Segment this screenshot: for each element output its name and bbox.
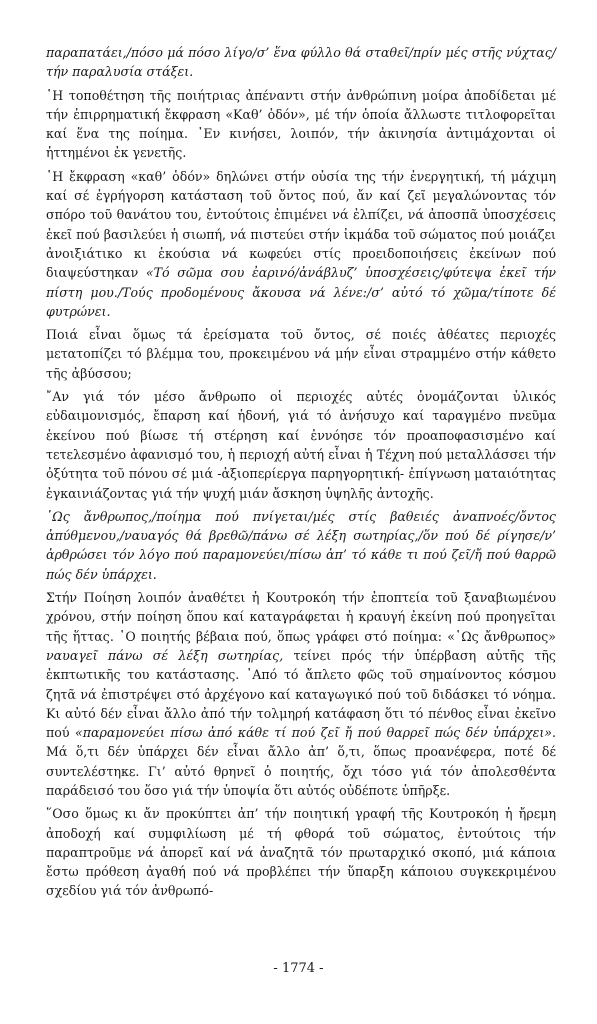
text-run: Μά ὅ,τι δέν ὑπάρχει δέν εἶναι ἄλλο ἀπ’ ὅ,τι, ὅπως προανέφερα, ποτέ δέ συντελέστηκε. Γι’ αὐτό θρηνεῖ ὁ ποιητής, ὄχι τόσο γιά τόν ἀπολεσθέντα παράδεισό του ὅσο γιά τήν ὑποψία ὅτι αὐτός οὐδέποτε ὑπῆρξε. bbox=[46, 744, 556, 798]
body-text bbox=[46, 43, 556, 905]
paragraph bbox=[46, 43, 556, 82]
text-run: τείνει πρός τήν ὑπέρβαση αὐτῆς τῆς ἐκπτωτικῆς του κατάστασης. ᾿Από τό ἄπλετο φῶς τοῦ σημαίνοντος κόσμου ζητᾶ νά ἐπιστρέψει στό ἀρχέγονο καί καταγωγικό πού τοῦ διδάσκει τό νόημα. Κι αὐτό δέν εἶναι ἄλλο ἀπό τήν τολμηρή κατάφαση ὅτι τό πένθος εἶναι ἐκεῖνο πού bbox=[46, 647, 556, 741]
paragraph bbox=[46, 588, 556, 800]
paragraph bbox=[46, 507, 556, 584]
text-run: Ποιά εἶναι ὅμως τά ἐρείσματα τοῦ ὄντος, σέ ποιές ἀθέατες περιοχές μετατοπίζει τό βλέμμα του, προκειμένου νά μήν εἶναι στραμμένο στήν κάθετο τῆς ἀβύσσου; bbox=[46, 327, 556, 381]
text-run: Στήν Ποίηση λοιπόν ἀναθέτει ἡ Κουτροκόη τήν ἐποπτεία τοῦ ξαναβιωμένου χρόνου, στήν ποίηση ὅπου καί καταγράφεται ἡ κραυγή ἐκείνη πού προηγεῖται τῆς ἥττας. ῾Ο ποιητής βέβαια πού, ὅπως γράφει στό ποίημα: «῾Ως ἄνθρωπος» bbox=[46, 590, 556, 644]
italic-quote: παραπατάει,/πόσο μά πόσο λίγο/σ’ ἕνα φύλλο θά σταθεῖ/πρίν μές στῆς νύχτας/τήν παραλυσία στάξει. bbox=[46, 45, 556, 80]
italic-quote: ναυαγεῖ πάνω σέ λέξη σωτηρίας, bbox=[46, 647, 284, 663]
paragraph bbox=[46, 387, 556, 503]
paragraph bbox=[46, 86, 556, 163]
paragraph bbox=[46, 167, 556, 321]
text-run: ῾Η ἔκφραση «καθ’ ὁδόν» δηλώνει στήν οὐσία της τήν ἐνεργητική, τή μάχιμη καί σέ ἐγρήγορση κατάσταση τοῦ ὄντος πού, ἄν καί ζεῖ μεγαλώνοντας τόν σπόρο τοῦ θανάτου του, ἐντούτοις ἐπιμένει νά ἐλπίζει, νά ἀποσπᾶ ὑποσχέσεις ἐκεῖ πού βασιλεύει ἡ σιωπή, νά πιστεύει στήν ἰκμάδα τοῦ σώματος πού μοιάζει ἀνοιξιάτικο κι ἑκούσια νά κωφεύει στίς προειδοποιήσεις ἐκείνων πού διαψεύστηκαν bbox=[46, 168, 556, 281]
page-number: - 1774 - bbox=[273, 961, 324, 976]
paragraph bbox=[46, 804, 556, 900]
italic-quote: ῾Ως ἄνθρωπος,/ποίημα πού πνίγεται/μές στίς βαθειές ἀναπνοές/ὄντος ἀπύθμενου,/ναυαγός θά βρεθῶ/πάνω σέ λέξη σωτηρίας,/ὅν πού δέ ρίγησε/ν’ ἀρθρώσει τόν λόγο πού παραμονεύει/πίσω ἀπ’ τό κάθε τι πού ζεῖ/ἤ πού θαρρῶ πώς δέν ὑπάρχει. bbox=[46, 508, 556, 582]
text-run: ῎Αν γιά τόν μέσο ἄνθρωπο οἱ περιοχές αὐτές ὀνομάζονται ὑλικός εὐδαιμονισμός, ἔπαρση καί ἡδονή, γιά τό ἀνήσυχο καί ταραγμένο πνεῦμα ἐκείνου πού βίωσε τή στέρηση καί ἐννόησε τόν προαποφασισμένο καί τετελεσμένο ἀφανισμό του, ἡ περιοχή αὐτή εἶναι ἡ Τέχνη πού μεταλλάσσει τήν ὀξύτητα τοῦ πόνου σέ μιά -ἀξιοπερίεργα παρηγορητική- ἐπίγνωση ματαιότητας ἐγκαινιάζοντας γιά τήν ψυχή μιάν ἄσκηση ὑψηλῆς ἀντοχῆς. bbox=[46, 389, 556, 501]
italic-quote: «Τό σῶμα σου ἐαρινό/ἀνάβλυζ’ ὑποσχέσεις/φύτεψα ἐκεῖ τήν πίστη μου./Τούς προδομένους ἄκουσα νά λένε:/σ’ αὐτό τό χῶμα/τίποτε δέ φυτρώνει. bbox=[46, 265, 556, 319]
text-run: ῾Η τοποθέτηση τῆς ποιήτριας ἀπέναντι στήν ἀνθρώπινη μοίρα ἀποδίδεται μέ τήν ἐπιρρηματική ἔκφραση «Καθ’ ὁδόν», μέ τήν ὁποία ἄλλωστε τιτλοφορεῖται καί ἕνα της ποίημα. ᾿Εν κινήσει, λοιπόν, τήν ἀκινησία ἀντιμάχονται οἱ ἡττημένοι ἐκ γενετῆς. bbox=[46, 87, 556, 161]
paragraph bbox=[46, 325, 556, 383]
text-run: ῞Οσο ὅμως κι ἄν προκύπτει ἀπ’ τήν ποιητική γραφή τῆς Κουτροκόη ἡ ἤρεμη ἀποδοχή καί συμφιλίωση μέ τή φθορά τοῦ σώματος, ἐντούτοις τήν παραπτροῦμε νά ἀπορεῖ καί νά ἀναζητᾶ τόν πρωταρχικό σκοπό, μιά κάποια ἔστω πρόθεση ἀγαθή πού νά προβλέπει τήν ὕπαρξη κάποιου συγκεκριμένου σχεδίου γιά τόν ἀνθρωπό- bbox=[46, 806, 556, 899]
italic-quote: «παραμονεύει πίσω ἀπό κάθε τί πού ζεῖ ἤ πού θαρρεῖ πώς δέν ὑπάρχει». bbox=[74, 725, 556, 741]
